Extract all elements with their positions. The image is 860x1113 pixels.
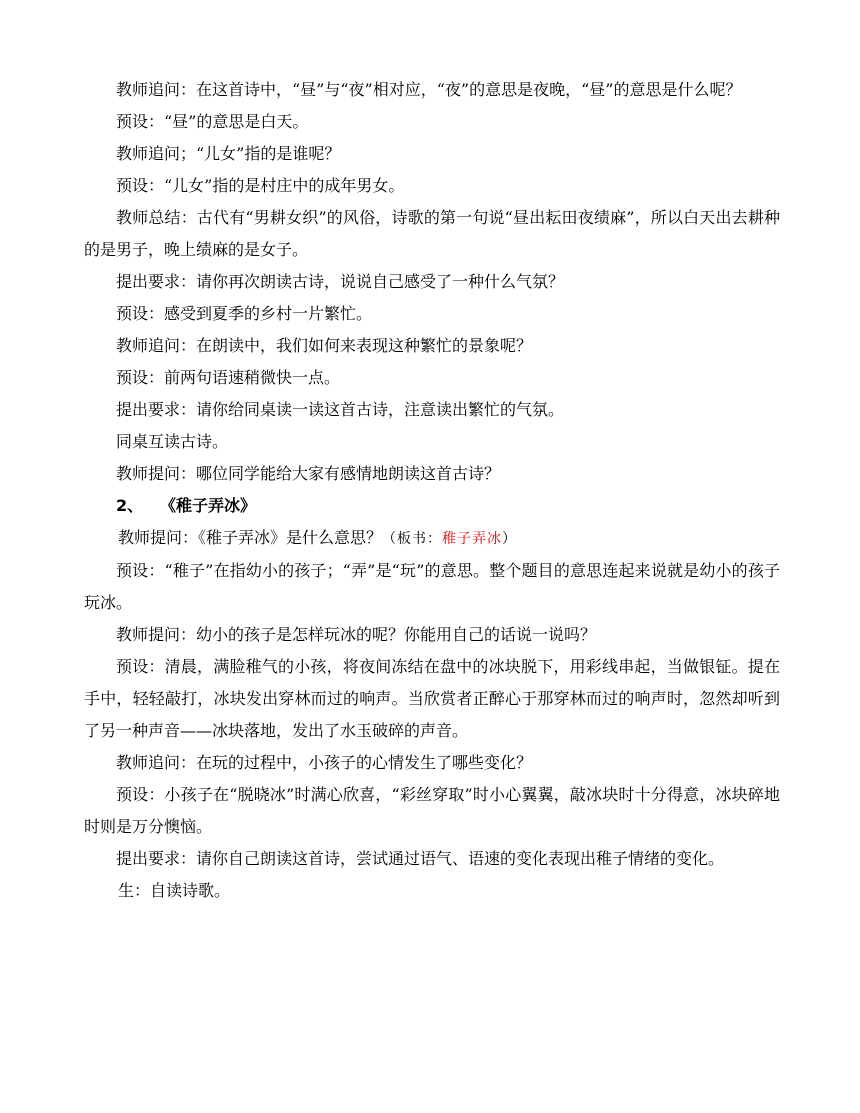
document-body [84, 74, 780, 907]
paragraph: 预设：“昼”的意思是白天。 [116, 112, 309, 131]
paragraph: 教师追问：在朗读中，我们如何来表现这种繁忙的景象呢？ [116, 336, 533, 355]
paragraph: 提出要求：请你自己朗读这首诗，尝试通过语气、语速的变化表现出稚子情绪的变化。 [116, 849, 725, 868]
board-note-red: 稚子弄冰 [442, 531, 503, 547]
section-heading [84, 490, 780, 522]
section-title: 《稚子弄冰》 [160, 496, 257, 515]
paragraph: 同桌互读古诗。 [116, 432, 229, 451]
paragraph: 预设：“稚子”在指幼小的孩子；“弄”是“玩”的意思。整个题目的意思连起来说就是幼小的孩子玩冰。 [84, 561, 780, 612]
paragraph: 教师追问：在玩的过程中，小孩子的心情发生了哪些变化？ [116, 753, 533, 772]
paragraph: 预设：感受到夏季的乡村一片繁忙。 [116, 304, 373, 323]
paragraph: 教师提问：幼小的孩子是怎样玩冰的呢？你能用自己的话说一说吗？ [116, 625, 597, 644]
paragraph: 预设：前两句语速稍微快一点。 [116, 368, 341, 387]
paragraph-question [84, 522, 780, 555]
paragraph: 预设：清晨，满脸稚气的小孩，将夜间冻结在盘中的冰块脱下，用彩线串起，当做银钲。提在手中，轻轻敲打，冰块发出穿林而过的响声。当欣赏者正醉心于那穿林而过的响声时，忽然却听到了另一种声音——冰块落地，发出了水玉破碎的声音。 [84, 657, 780, 740]
section-number: 2、 [116, 496, 144, 515]
paragraph: 提出要求：请你再次朗读古诗，说说自己感受了一种什么气氛？ [116, 272, 565, 291]
paragraph: 教师提问：哪位同学能给大家有感情地朗读这首古诗？ [116, 464, 501, 483]
question-text: 教师提问：《稚子弄冰》是什么意思？ [118, 528, 383, 547]
paragraph: 预设：“儿女”指的是村庄中的成年男女。 [116, 176, 405, 195]
paragraph: 教师追问；“儿女”指的是谁呢？ [116, 144, 341, 163]
paragraph: 教师总结：古代有“男耕女织”的风俗，诗歌的第一句说“昼出耘田夜绩麻”，所以白天出去耕种的是男子，晚上绩麻的是女子。 [84, 208, 780, 259]
paragraph: 预设：小孩子在“脱晓冰”时满心欣喜，“彩丝穿取”时小心翼翼，敲冰块时十分得意，冰块碎地时则是万分懊恼。 [84, 785, 780, 836]
board-note-close: ） [502, 531, 518, 547]
paragraph: 教师追问：在这首诗中，“昼”与“夜”相对应，“夜”的意思是夜晚，“昼”的意思是什么呢？ [116, 80, 742, 99]
paragraph: 生：自读诗歌。 [118, 881, 231, 900]
paragraph: 提出要求：请你给同桌读一读这首古诗，注意读出繁忙的气氛。 [116, 400, 565, 419]
board-note-open: （板书： [382, 531, 443, 547]
